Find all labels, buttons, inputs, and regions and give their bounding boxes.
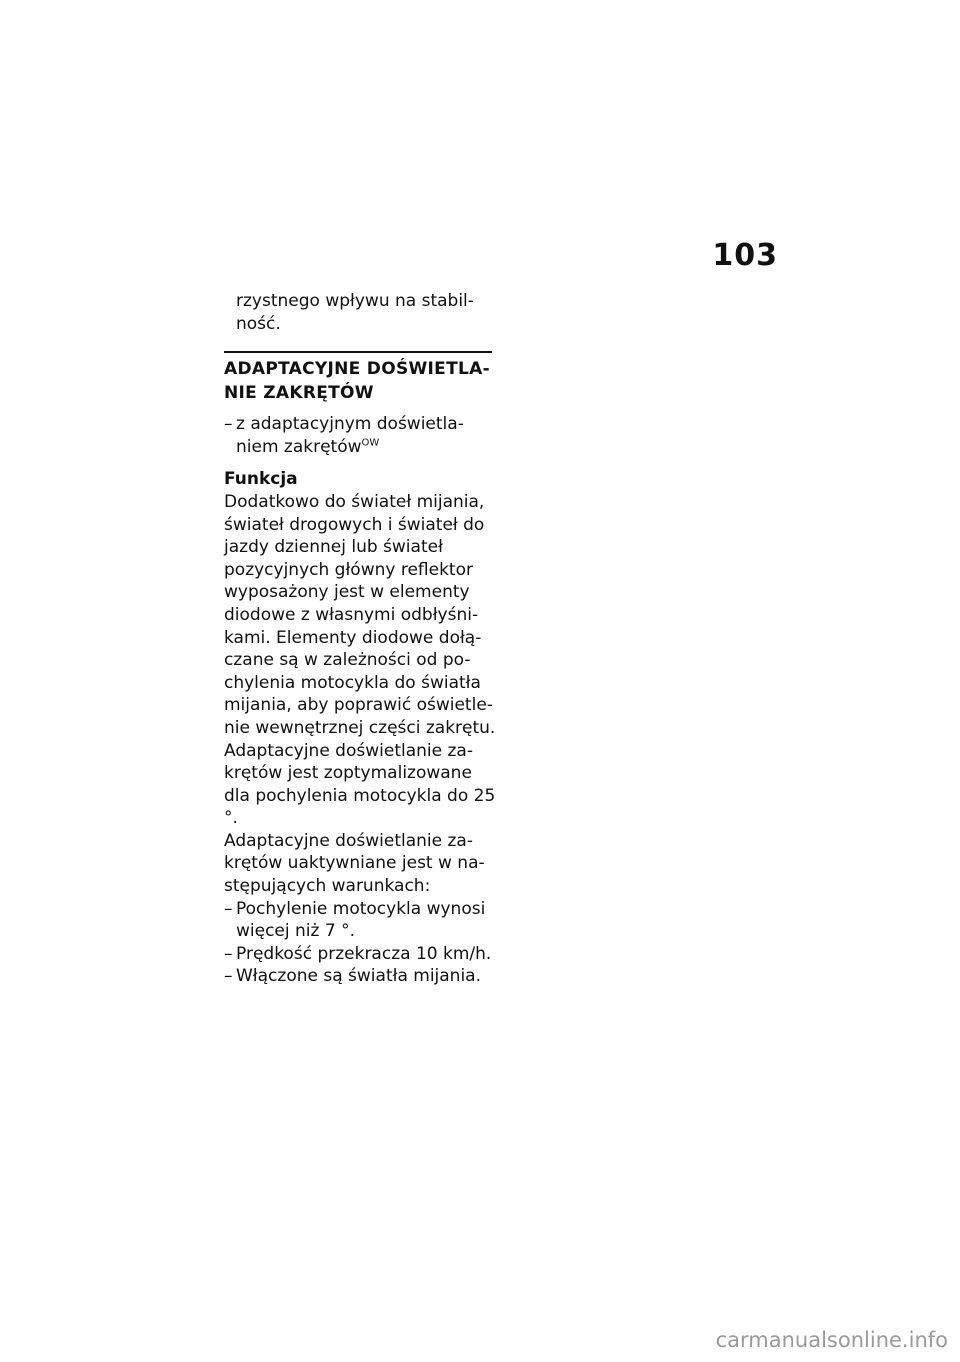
text-column (224, 290, 496, 988)
condition-item (224, 965, 496, 988)
page-number: 103 (712, 238, 778, 273)
condition-dash: – (224, 898, 233, 919)
condition-dash: – (224, 966, 233, 987)
condition-dash: – (224, 943, 233, 964)
equipment-note (224, 413, 496, 458)
equipment-line-1: z adaptacyjnym doświetla- (236, 414, 464, 435)
section-heading-line-1: ADAPTACYJNE DOŚWIETLA- (224, 359, 490, 380)
section-divider (224, 351, 492, 353)
condition-text: Prędkość przekracza 10 km/h. (236, 943, 492, 964)
function-heading: Funkcja (224, 469, 298, 490)
condition-text: Pochylenie motocykla wynosi więcej niż 7 °. (236, 898, 486, 942)
equipment-dash: – (224, 414, 233, 435)
condition-text: Włączone są światła mijania. (236, 966, 482, 987)
condition-item (224, 898, 496, 943)
equipment-code: OW (361, 437, 380, 449)
continuation-text (224, 290, 496, 335)
activation-conditions (224, 898, 496, 988)
section-heading (224, 357, 496, 405)
equipment-line-2: niem zakrętów (236, 436, 362, 457)
function-paragraph-1: Dodatkowo do świateł mijania, świateł drogowych i świateł do jazdy dziennej lub świateł pozycyjnych główny reflektor wyposażony jest w elementy diodowe z własnymi odbłyśni-kami. Elementy diodowe dołą-czane są w zależności od po-chylenia motocykla do światła mijania, aby poprawić oświetle-nie wewnętrznej części zakrętu. (224, 491, 496, 738)
section-heading-line-2: NIE ZAKRĘTÓW (224, 383, 374, 404)
watermark-link[interactable]: carmanualsonline.info (715, 1328, 948, 1352)
continuation-line-1: rzystnego wpływu na stabil- (236, 291, 474, 311)
continuation-line-2: ność. (236, 313, 281, 334)
condition-item (224, 943, 496, 966)
function-paragraph-3: Adaptacyjne doświetlanie za-krętów uaktywniane jest w na-stępujących warunkach: (224, 830, 485, 897)
function-paragraph-2: Adaptacyjne doświetlanie za-krętów jest zoptymalizowane dla pochylenia motocykla do 25 °. (224, 740, 496, 829)
